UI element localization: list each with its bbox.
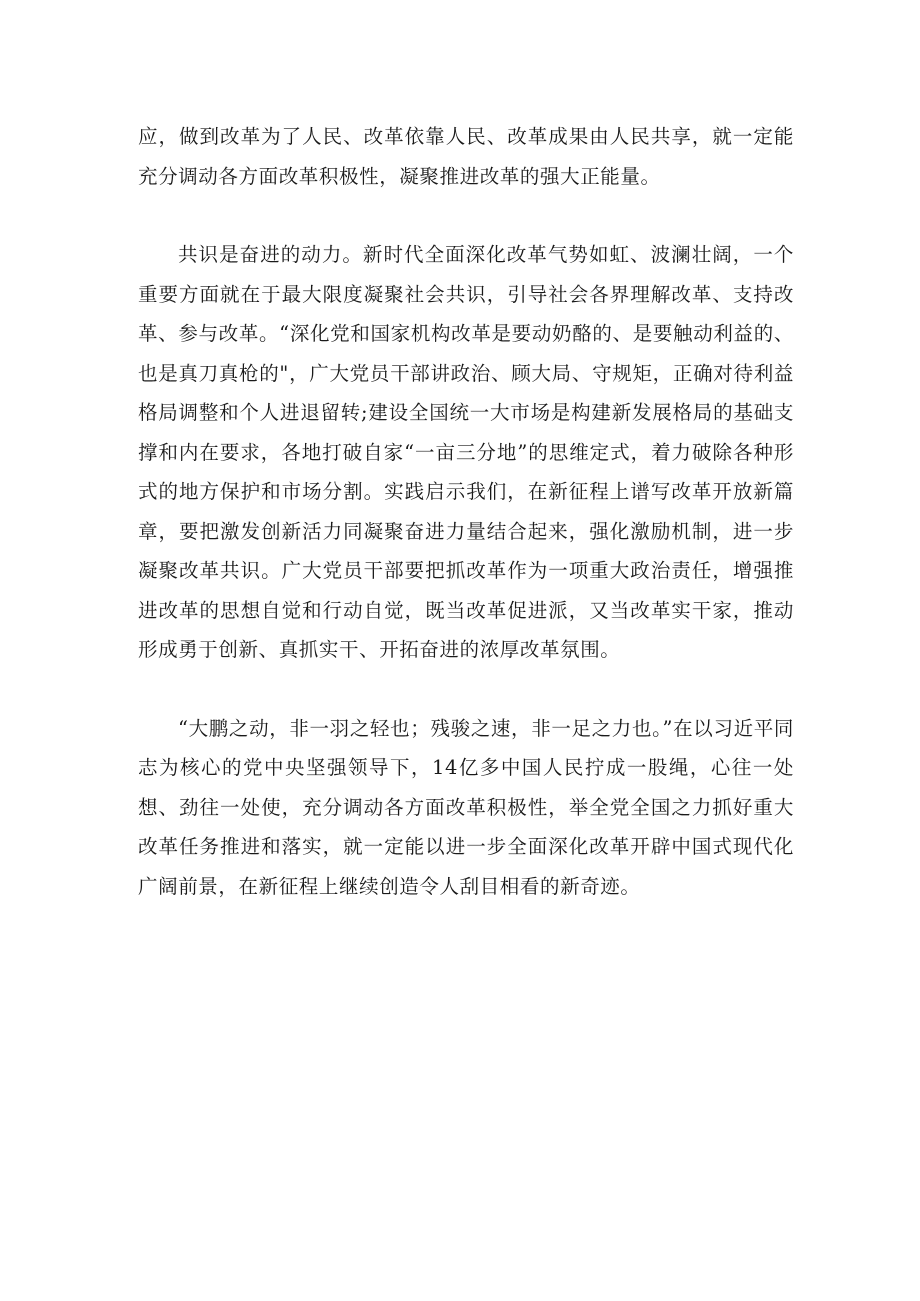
paragraph-consensus: 共识是奋进的动力。新时代全面深化改革气势如虹、波澜壮阔，一个重要方面就在于最大限度凝聚社会共识，引导社会各界理解改革、支持改革、参与改革。“深化党和国家机构改革是要动奶酪的、是要触动利益的、也是真刀真枪的"，广大党员干部讲政治、顾大局、守规矩，正确对待利益格局调整和个人进退留转;建设全国统一大市场是构建新发展格局的基础支撑和内在要求，各地打破自家“一亩三分地”的思维定式，着力破除各种形式的地方保护和市场分割。实践启示我们，在新征程上谱写改革开放新篇章，要把激发创新活力同凝聚奋进力量结合起来，强化激励机制，进一步凝聚改革共识。广大党员干部要把抓改革作为一项重大政治责任，增强推进改革的思想自觉和行动自觉，既当改革促进派，又当改革实干家，推动形成勇于创新、真抓实干、开拓奋进的浓厚改革氛围。 — [138, 243, 794, 661]
document-page — [138, 117, 794, 945]
paragraph-continuation: 应，做到改革为了人民、改革依靠人民、改革成果由人民共享，就一定能充分调动各方面改革积极性，凝聚推进改革的强大正能量。 — [138, 125, 794, 188]
paragraph-conclusion: “大鹏之动，非一羽之轻也；残骏之速，非一足之力也。”在以习近平同志为核心的党中央坚强领导下，14亿多中国人民拧成一股绳，心往一处想、劲往一处使，充分调动各方面改革积极性，举全党全国之力抓好重大改革任务推进和落实，就一定能以进一步全面深化改革开辟中国式现代化广阔前景，在新征程上继续创造令人刮目相看的新奇迹。 — [138, 716, 794, 898]
